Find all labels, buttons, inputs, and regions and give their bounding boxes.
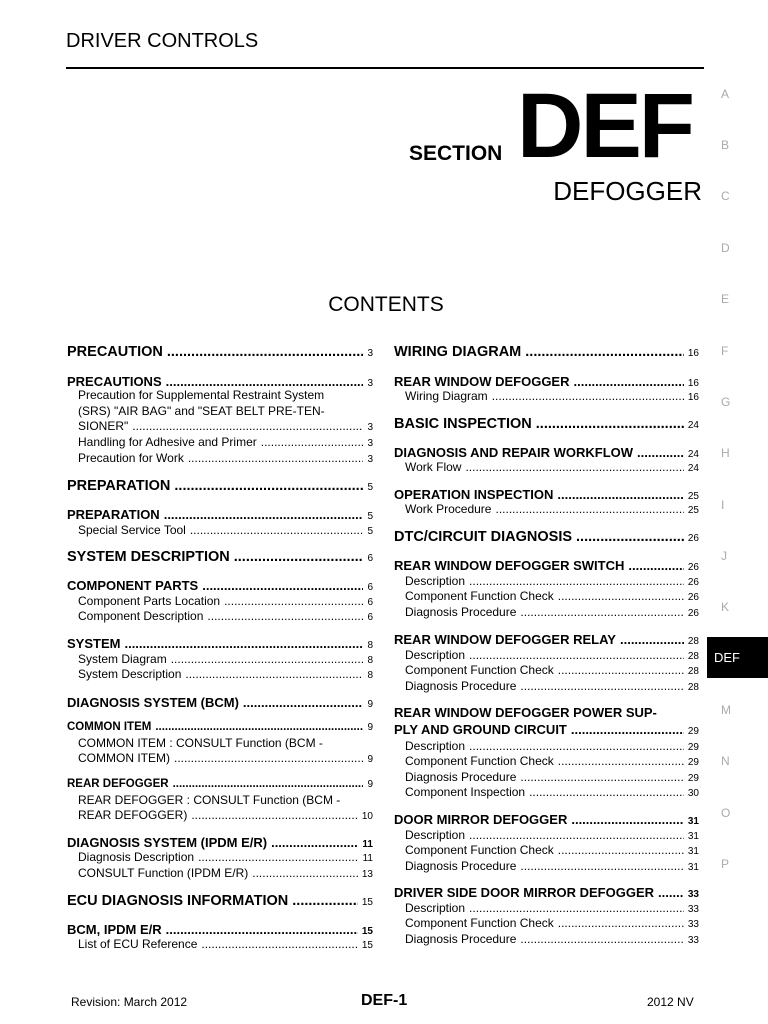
toc-entry[interactable] [67, 578, 373, 593]
toc-entry-title: DIAGNOSIS AND REPAIR WORKFLOW [394, 445, 634, 460]
section-word: SECTION [409, 142, 503, 165]
toc-entry-title[interactable]: Precaution for Supplemental Restraint System [78, 388, 325, 402]
toc-entry[interactable] [394, 901, 699, 915]
toc-entry-page: 11 [362, 853, 373, 864]
leader-dots [558, 754, 684, 768]
toc-entry[interactable] [394, 843, 699, 857]
sidebar-letter-k[interactable]: K [721, 600, 730, 614]
toc-entry-title: System Description [78, 667, 182, 681]
toc-entry-title: SYSTEM [67, 636, 121, 651]
toc-entry[interactable] [394, 754, 699, 768]
leader-dots [571, 722, 684, 737]
toc-entry-page: 33 [687, 919, 699, 930]
toc-entry-page: 29 [687, 757, 699, 768]
leader-dots [174, 478, 363, 494]
leader-dots [166, 374, 364, 389]
toc-entry[interactable] [67, 835, 373, 850]
toc-entry-page: 8 [367, 655, 373, 666]
toc-entry[interactable] [394, 859, 699, 873]
toc-entry[interactable] [394, 416, 699, 432]
leader-dots [164, 507, 364, 522]
toc-entry-title: DIAGNOSIS SYSTEM (IPDM E/R) [67, 835, 268, 850]
toc-entry-title: Diagnosis Procedure [405, 932, 517, 946]
header-rule [66, 67, 704, 69]
sidebar-letter-m[interactable]: M [721, 703, 731, 717]
leader-dots [520, 859, 683, 873]
toc-entry-page: 3 [367, 422, 373, 433]
toc-entry-title: Component Function Check [405, 916, 554, 930]
leader-dots [469, 828, 684, 842]
toc-entry-page: 30 [687, 788, 699, 799]
leader-dots [628, 558, 683, 573]
leader-dots [557, 487, 683, 502]
toc-entry[interactable] [394, 558, 699, 573]
leader-dots [155, 721, 363, 733]
leader-dots [271, 835, 358, 850]
toc-entry-title: Special Service Tool [78, 523, 186, 537]
toc-entry-page: 26 [687, 562, 699, 573]
toc-entry-continuation: PLY AND GROUND CIRCUIT [394, 722, 567, 737]
toc-entry-page: 28 [687, 666, 699, 677]
toc-entry[interactable] [394, 785, 699, 799]
toc-entry[interactable] [67, 594, 373, 608]
sidebar-letter-g[interactable]: G [721, 395, 731, 409]
toc-entry-page: 9 [367, 722, 373, 733]
toc-entry[interactable] [67, 866, 373, 880]
toc-entry-page: 24 [687, 463, 699, 474]
leader-dots [234, 549, 364, 565]
sidebar-tab-label: DEF [714, 650, 740, 665]
toc-entry-title: DOOR MIRROR DEFOGGER [394, 812, 568, 827]
sidebar-letter-n[interactable]: N [721, 754, 730, 768]
toc-entry-page: 16 [687, 348, 699, 359]
toc-entry-continuation: SIONER" [78, 419, 129, 433]
leader-dots [492, 389, 684, 403]
toc-entry[interactable] [394, 389, 699, 403]
toc-entry[interactable] [67, 778, 373, 790]
toc-entry-title: Precaution for Work [78, 451, 184, 465]
leader-dots [520, 679, 683, 693]
leader-dots [243, 695, 364, 710]
toc-entry[interactable] [67, 652, 373, 666]
toc-entry[interactable] [394, 663, 699, 677]
toc-entry-page: 26 [687, 608, 699, 619]
toc-entry-title[interactable]: REAR DEFOGGER : CONSULT Function (BCM - [78, 793, 341, 807]
leader-dots [124, 636, 363, 651]
toc-entry-page: 15 [361, 940, 373, 951]
toc-entry-page: 33 [687, 889, 699, 900]
leader-dots [469, 648, 684, 662]
toc-entry[interactable] [67, 374, 373, 389]
leader-dots [167, 344, 364, 360]
sidebar-letter-d[interactable]: D [721, 241, 730, 255]
sidebar-letter-j[interactable]: J [721, 549, 727, 563]
toc-entry-page: 28 [687, 651, 699, 662]
toc-entry-title: Description [405, 574, 466, 588]
toc-entry-title: Component Description [78, 609, 204, 623]
toc-entry-page: 6 [367, 597, 373, 608]
toc-entry[interactable] [67, 721, 373, 733]
leader-dots [469, 901, 684, 915]
leader-dots [171, 652, 364, 666]
leader-dots [252, 866, 358, 880]
toc-entry[interactable] [394, 529, 699, 545]
toc-entry[interactable] [394, 460, 699, 474]
toc-entry[interactable] [394, 502, 699, 516]
leader-dots [558, 916, 684, 930]
toc-entry[interactable] [67, 549, 373, 565]
toc-entry-title: Work Procedure [405, 502, 492, 516]
footer-page-number: DEF-1 [361, 992, 408, 1009]
toc-entry[interactable] [67, 478, 373, 494]
leader-dots [536, 416, 684, 432]
toc-entry-page: 31 [687, 831, 699, 842]
leader-dots [520, 932, 683, 946]
toc-entry-page: 29 [687, 726, 699, 737]
toc-entry-title: Wiring Diagram [405, 389, 488, 403]
leader-dots [185, 667, 363, 681]
toc-entry-page: 29 [687, 773, 699, 784]
toc-entry-page: 3 [367, 348, 373, 359]
toc-entry-page: 6 [367, 612, 373, 623]
sidebar-letter-c[interactable]: C [721, 189, 730, 203]
toc-entry-page: 24 [687, 420, 699, 431]
toc-entry[interactable] [67, 893, 373, 909]
leader-dots [576, 529, 684, 545]
toc-entry[interactable] [394, 374, 699, 389]
toc-entry-page: 5 [367, 482, 373, 493]
toc-entry-page: 9 [367, 699, 373, 710]
toc-entry-title: PRECAUTIONS [67, 374, 162, 389]
sidebar-letter-p[interactable]: P [721, 857, 730, 871]
toc-entry-title: Handling for Adhesive and Primer [78, 435, 257, 449]
leader-dots [261, 435, 364, 449]
toc-entry[interactable] [394, 589, 699, 603]
leader-dots [469, 739, 684, 753]
sidebar-letter-f[interactable]: F [721, 344, 729, 358]
toc-entry[interactable] [394, 916, 699, 930]
leader-dots [173, 778, 364, 790]
sidebar-letter-i[interactable]: I [721, 498, 725, 512]
toc-entry-title: Diagnosis Procedure [405, 605, 517, 619]
toc-entry-page: 3 [367, 378, 373, 389]
leader-dots [188, 451, 364, 465]
toc-entry-page: 16 [687, 392, 699, 403]
toc-entry-title: List of ECU Reference [78, 937, 198, 951]
toc-entry[interactable] [67, 451, 373, 465]
toc-entry[interactable] [67, 523, 373, 537]
toc-entry[interactable] [67, 507, 373, 522]
leader-dots [620, 632, 684, 647]
toc-entry[interactable] [394, 739, 699, 753]
toc-entry[interactable] [394, 605, 699, 619]
toc-entry[interactable] [394, 574, 699, 588]
toc-entry-page: 6 [367, 582, 373, 593]
leader-dots [201, 937, 357, 951]
toc-entry[interactable] [394, 487, 699, 502]
leader-dots [174, 751, 363, 765]
toc-entry[interactable] [394, 828, 699, 842]
toc-entry-title: Component Inspection [405, 785, 526, 799]
toc-entry[interactable] [67, 922, 373, 937]
toc-entry-page: 15 [361, 897, 373, 908]
leader-dots [529, 785, 684, 799]
toc-entry[interactable] [394, 812, 699, 827]
section-name: DEFOGGER [553, 176, 702, 206]
toc-entry-title: Component Parts Location [78, 594, 221, 608]
toc-entry-title: REAR WINDOW DEFOGGER RELAY [394, 632, 616, 647]
toc-entry-title[interactable]: REAR WINDOW DEFOGGER POWER SUP- [394, 705, 657, 720]
toc-entry-title: Work Flow [405, 460, 462, 474]
toc-entry-title: PREPARATION [67, 478, 171, 494]
toc-entry-page: 31 [687, 816, 699, 827]
toc-entry-title: Diagnosis Procedure [405, 859, 517, 873]
leader-dots [558, 843, 684, 857]
sidebar-letter-h[interactable]: H [721, 446, 730, 460]
section-code: DEF [517, 75, 692, 177]
toc-entry[interactable] [67, 667, 373, 681]
toc-entry-page: 9 [367, 779, 373, 790]
toc-entry-page: 8 [367, 670, 373, 681]
leader-dots [198, 850, 359, 864]
toc-entry-title: OPERATION INSPECTION [394, 487, 554, 502]
leader-dots [224, 594, 363, 608]
toc-entry[interactable] [394, 679, 699, 693]
leader-dots [658, 885, 684, 900]
leader-dots [520, 605, 683, 619]
toc-entry-title: PREPARATION [67, 507, 160, 522]
toc-entry-page: 26 [687, 577, 699, 588]
toc-entry-page: 6 [367, 553, 373, 564]
toc-entry[interactable] [394, 770, 699, 784]
toc-entry-page: 29 [687, 742, 699, 753]
toc-entry-title: PRECAUTION [67, 344, 163, 360]
sidebar-letter-b[interactable]: B [721, 138, 730, 152]
toc-entry-page: 31 [687, 862, 699, 873]
leader-dots [558, 589, 684, 603]
toc-entry-page: 33 [687, 904, 699, 915]
toc-entry-title: Diagnosis Procedure [405, 770, 517, 784]
leader-dots [571, 812, 684, 827]
toc-entry-page: 3 [367, 438, 373, 449]
toc-entry[interactable] [67, 695, 373, 710]
toc-entry-page: 10 [361, 811, 373, 822]
toc-entry-title: REAR DEFOGGER [67, 778, 169, 790]
toc-entry-continuation: COMMON ITEM) [78, 751, 170, 765]
toc-entry-title: DIAGNOSIS SYSTEM (BCM) [67, 695, 239, 710]
leader-dots [132, 419, 363, 433]
toc-entry-page: 25 [687, 491, 699, 502]
toc-entry-page: 13 [361, 869, 373, 880]
toc-entry[interactable] [67, 609, 373, 623]
toc-entry-title: DRIVER SIDE DOOR MIRROR DEFOGGER [394, 885, 655, 900]
toc-entry[interactable] [67, 344, 373, 360]
toc-entry[interactable] [394, 932, 699, 946]
toc-entry-title: Diagnosis Description [78, 850, 195, 864]
toc-entry-page: 16 [687, 378, 699, 389]
toc-entry-page: 5 [367, 526, 373, 537]
toc-entry[interactable] [67, 808, 373, 822]
leader-dots [558, 663, 684, 677]
leader-dots [166, 922, 358, 937]
sidebar-letter-o[interactable]: O [721, 806, 731, 820]
toc-entry-title: COMPONENT PARTS [67, 578, 199, 593]
leader-dots [495, 502, 683, 516]
toc-entry[interactable] [67, 419, 373, 433]
toc-entry-title: Component Function Check [405, 589, 554, 603]
leader-dots [469, 574, 684, 588]
toc-entry-page: 11 [362, 839, 373, 850]
toc-entry-continuation[interactable]: (SRS) "AIR BAG" and "SEAT BELT PRE-TEN- [78, 404, 325, 418]
leader-dots [207, 609, 363, 623]
toc-entry[interactable] [67, 435, 373, 449]
toc-entry-page: 31 [687, 846, 699, 857]
toc-entry-title: Component Function Check [405, 754, 554, 768]
toc-entry[interactable] [67, 751, 373, 765]
toc-entry-page: 5 [367, 511, 373, 522]
toc-entry-page: 25 [687, 505, 699, 516]
footer-revision: Revision: March 2012 [71, 995, 188, 1009]
toc-entry-title: Component Function Check [405, 663, 554, 677]
toc-entry[interactable] [394, 648, 699, 662]
leader-dots [292, 893, 358, 909]
toc-entry-page: 28 [687, 636, 699, 647]
toc-entry-page: 24 [687, 449, 699, 460]
toc-entry-title: Description [405, 901, 466, 915]
sidebar-tab-active[interactable] [707, 637, 768, 678]
leader-dots [525, 344, 684, 360]
toc-entry-page: 8 [367, 640, 373, 651]
toc-entry-page: 28 [687, 682, 699, 693]
toc-entry[interactable] [67, 937, 373, 951]
toc-entry-title: BASIC INSPECTION [394, 416, 532, 432]
toc-entry[interactable] [394, 722, 699, 737]
toc-entry-title: WIRING DIAGRAM [394, 344, 522, 360]
toc-entry-title: Description [405, 648, 466, 662]
header-title: DRIVER CONTROLS [66, 30, 259, 52]
toc-entry-title: CONSULT Function (IPDM E/R) [78, 866, 249, 880]
toc-entry-title: Diagnosis Procedure [405, 679, 517, 693]
toc-entry-title: REAR WINDOW DEFOGGER SWITCH [394, 558, 625, 573]
toc-entry-page: 3 [367, 454, 373, 465]
toc-entry[interactable] [394, 344, 699, 360]
toc-entry[interactable] [394, 885, 699, 900]
leader-dots [574, 374, 684, 389]
toc-entry[interactable] [394, 632, 699, 647]
contents-title: CONTENTS [328, 293, 444, 316]
toc-entry-page: 15 [361, 926, 373, 937]
toc-entry[interactable] [67, 636, 373, 651]
toc-entry-title: Description [405, 739, 466, 753]
toc-entry-title: Description [405, 828, 466, 842]
toc-entry-title: Component Function Check [405, 843, 554, 857]
sidebar-letter-e[interactable]: E [721, 292, 730, 306]
leader-dots [520, 770, 683, 784]
leader-dots [191, 808, 358, 822]
toc-entry-title: DTC/CIRCUIT DIAGNOSIS [394, 529, 573, 545]
toc-entry-continuation: REAR DEFOGGER) [78, 808, 188, 822]
footer-model: 2012 NV [647, 995, 694, 1009]
leader-dots [190, 523, 364, 537]
toc-entry[interactable] [394, 445, 699, 460]
toc-entry[interactable] [67, 850, 373, 864]
leader-dots [465, 460, 683, 474]
toc-entry-page: 33 [687, 935, 699, 946]
leader-dots [637, 445, 684, 460]
toc-entry-title: BCM, IPDM E/R [67, 922, 162, 937]
toc-entry-page: 26 [687, 533, 699, 544]
toc-entry-page: 26 [687, 592, 699, 603]
toc-entry-title: System Diagram [78, 652, 167, 666]
leader-dots [202, 578, 363, 593]
toc-entry-title: COMMON ITEM [67, 721, 152, 733]
toc-entry-title: REAR WINDOW DEFOGGER [394, 374, 570, 389]
sidebar-letter-a[interactable]: A [721, 87, 730, 101]
toc-entry-title: ECU DIAGNOSIS INFORMATION [67, 893, 289, 909]
toc-entry-title: SYSTEM DESCRIPTION [67, 549, 230, 565]
toc-entry-page: 9 [367, 754, 373, 765]
toc-entry-title[interactable]: COMMON ITEM : CONSULT Function (BCM - [78, 736, 323, 750]
